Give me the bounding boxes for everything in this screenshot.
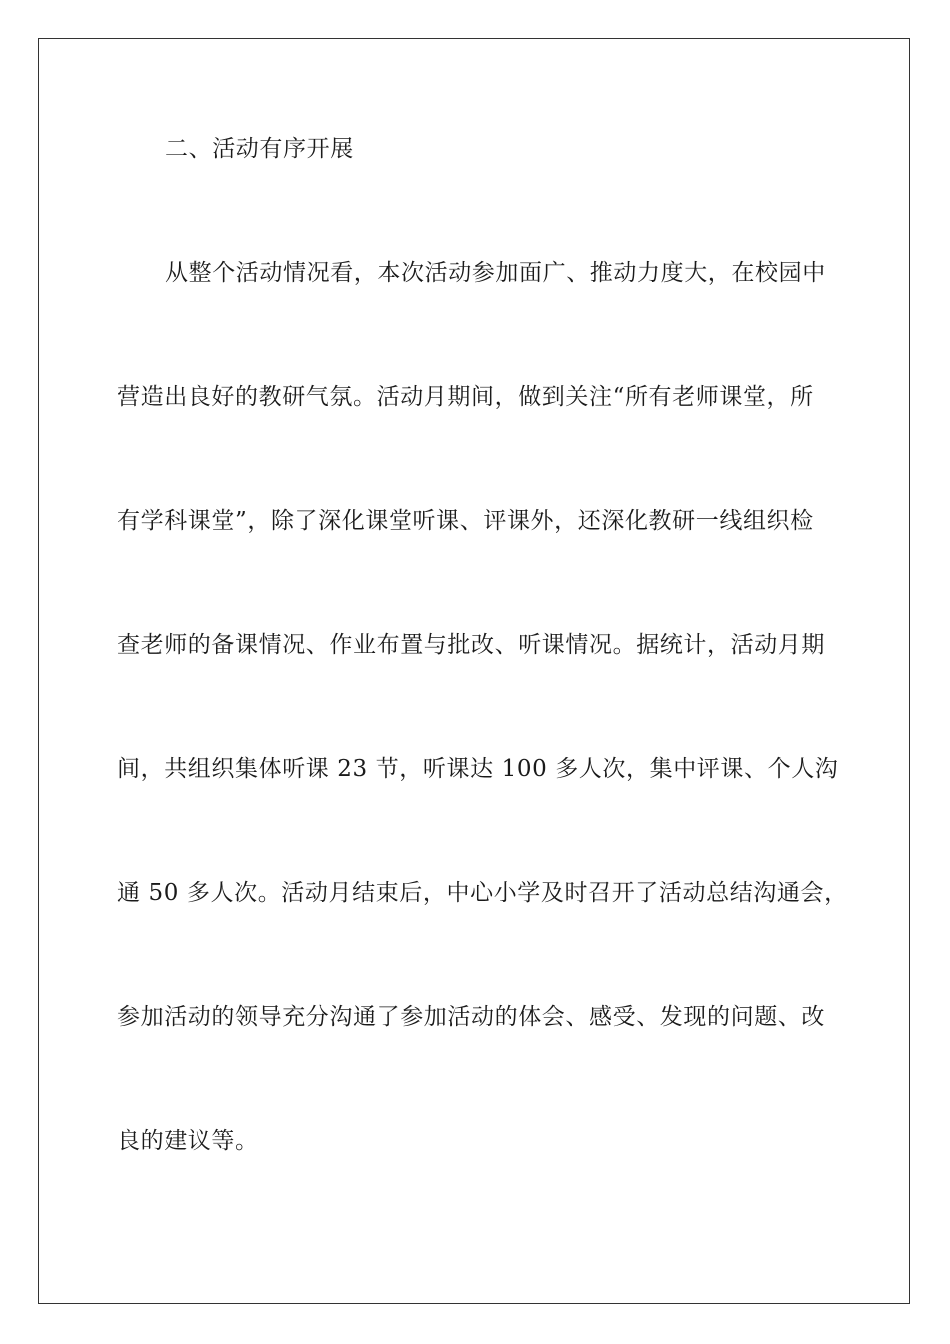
paragraph-line-8: 良的建议等。 xyxy=(117,1128,259,1154)
paragraph-line-2: 营造出良好的教研气氛。活动月期间，做到关注“所有老师课堂，所 xyxy=(117,384,814,410)
paragraph-line-3: 有学科课堂”，除了深化课堂听课、评课外，还深化教研一线组织检 xyxy=(117,508,814,534)
section-heading: 二、活动有序开展 xyxy=(165,136,354,162)
paragraph-line-6: 通 50 多人次。活动月结束后，中心小学及时召开了活动总结沟通会， xyxy=(117,880,848,906)
paragraph-line-1: 从整个活动情况看，本次活动参加面广、推动力度大，在校园中 xyxy=(165,260,826,286)
paragraph-line-7: 参加活动的领导充分沟通了参加活动的体会、感受、发现的问题、改 xyxy=(117,1004,825,1030)
paragraph-line-5: 间，共组织集体听课 23 节，听课达 100 多人次，集中评课、个人沟 xyxy=(117,756,839,782)
page-border xyxy=(38,38,910,1304)
paragraph-line-4: 查老师的备课情况、作业布置与批改、听课情况。据统计，活动月期 xyxy=(117,632,825,658)
